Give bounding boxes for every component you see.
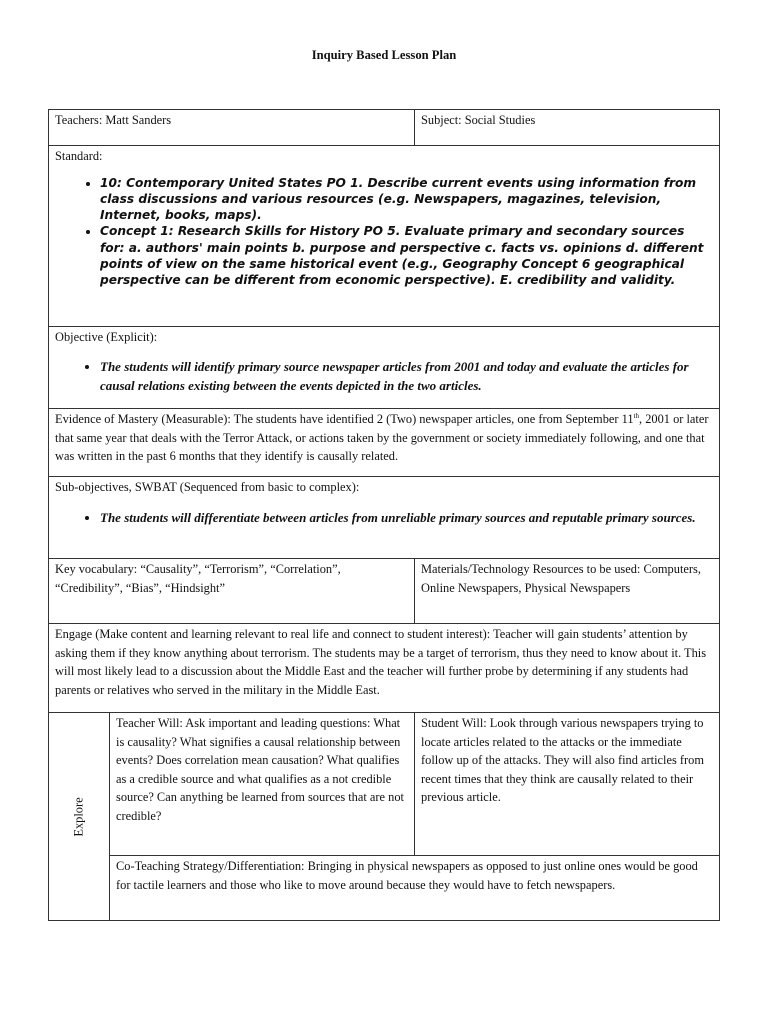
standard-list <box>55 175 713 289</box>
document-title: Inquiry Based Lesson Plan <box>311 48 457 62</box>
standard-label: Standard: <box>55 149 103 163</box>
teacher-will-cell: Teacher Will: Ask important and leading questions: What is causality? What signifies a causal relationship between events? Does correlation mean causation? What qualifies as a credible source and what qualifies as a not credible source? Can anything be learned from sources that are not credible? <box>110 713 415 855</box>
explore-content <box>110 713 719 920</box>
evidence-text <box>49 409 719 469</box>
explore-label-cell <box>49 713 110 920</box>
subject-cell: Subject: Social Studies <box>421 113 536 127</box>
lesson-plan-table <box>48 109 720 921</box>
materials-cell: Materials/Technology Resources to be used: Computers, Online Newspapers, Physical Newspapers <box>421 562 701 595</box>
subobjectives-list <box>55 508 713 528</box>
subobjectives-label: Sub-objectives, SWBAT (Sequenced from basic to complex): <box>55 480 360 494</box>
objective-label: Objective (Explicit): <box>55 330 158 344</box>
subobjective-item: • The students will differentiate between articles from unreliable primary sources and reputable primary sources. <box>100 508 713 528</box>
student-will-cell: Student Will: Look through various newspapers trying to locate articles related to the attacks or the immediate follow up of the attacks. They will also find articles from recent times that they think are causally related to their previous article. <box>421 716 704 805</box>
standard-item: • 10: Contemporary United States PO 1. Describe current events using information from class discussions and various resources (e.g. Newspapers, magazines, television, Internet, books, maps). <box>100 175 713 224</box>
evidence-text-start: Evidence of Mastery (Measurable): The students have identified 2 (Two) newspaper articles, one from September 11 <box>55 412 634 426</box>
explore-split <box>110 713 719 856</box>
evidence-text-end: , 2001 or later that same year that deals with the Terror Attack, or actions taken by the government or society immediately following, and one that was written in the past 6 months that they identify is causally related. <box>55 412 709 464</box>
objective-item: • The students will identify primary source newspaper articles from 2001 and today and evaluate the articles for causal relations existing between the events depicted in the two articles. <box>100 357 713 396</box>
evidence-ordinal-suffix: th <box>633 411 639 420</box>
standard-item: • Concept 1: Research Skills for History PO 5. Evaluate primary and secondary sources for: a. authors' main points b. purpose and perspective c. facts vs. opinions d. different points of view on the same historical event (e.g., Geography Concept 6 geographical perspective can be different from economic perspective). E. credibility and validity. <box>100 223 713 288</box>
engage-row <box>49 624 719 713</box>
evidence-row <box>49 409 719 477</box>
subobjectives-row <box>49 477 719 559</box>
coteaching-cell: Co-Teaching Strategy/Differentiation: Bringing in physical newspapers as opposed to just online ones would be good for tactile learners and those who like to move around because they would have to fetch newspapers. <box>116 859 698 892</box>
teacher-subject-row <box>49 110 719 146</box>
objective-list <box>55 357 713 396</box>
explore-row <box>49 713 719 920</box>
engage-text: Engage (Make content and learning relevant to real life and connect to student interest): Teacher will gain students’ attention by asking them if they know anything about terrorism. The students may be a target of terrorism, thus they need to know about it. This will most likely lead to a discussion about the Middle East and the teacher will further probe by determining if any students had parents or relatives who served in the military in the Middle East. <box>55 627 707 697</box>
teachers-cell: Teachers: Matt Sanders <box>49 110 415 145</box>
standard-row <box>49 146 719 327</box>
explore-label: Explore <box>71 796 86 837</box>
vocab-materials-row <box>49 559 719 624</box>
objective-row <box>49 327 719 409</box>
vocabulary-cell: Key vocabulary: “Causality”, “Terrorism”, “Correlation”, “Credibility”, “Bias”, “Hindsight” <box>49 559 415 623</box>
